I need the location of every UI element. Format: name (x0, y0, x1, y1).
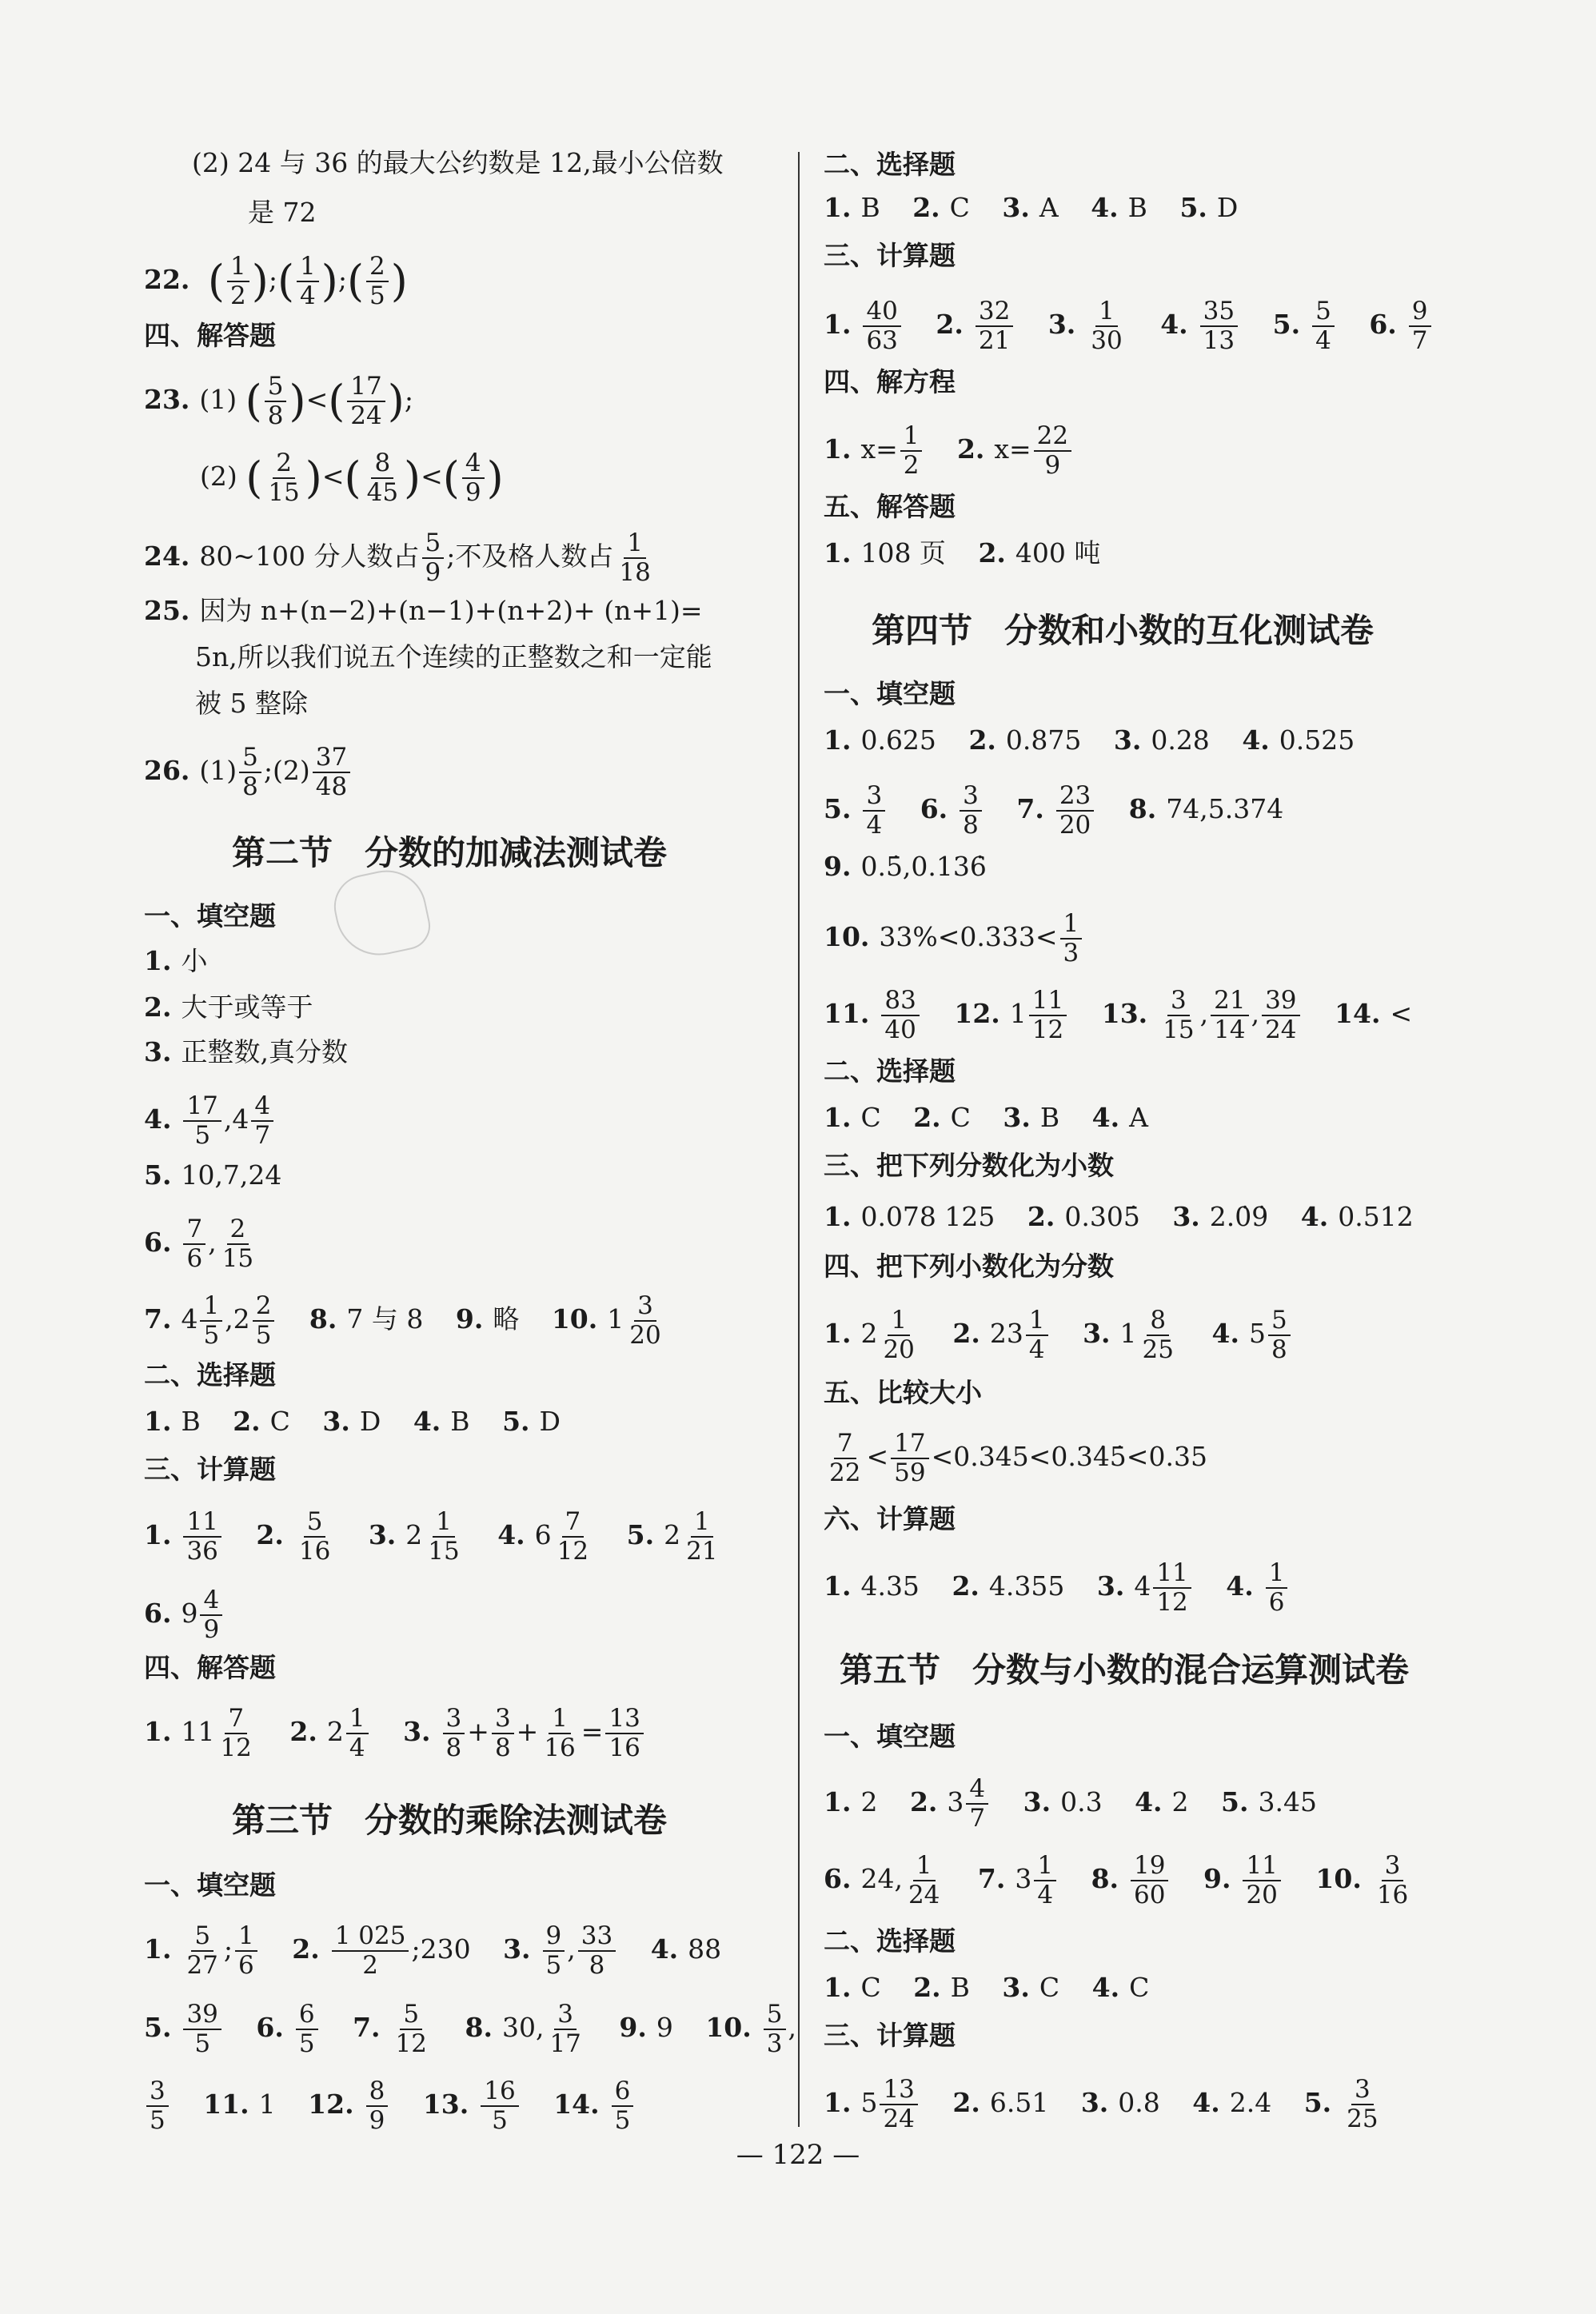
fraction: $\frac{9}{7}$ (1409, 299, 1431, 353)
section-title-5: 第五节 分数与小数的混合运算测试卷 (840, 1650, 1410, 1690)
fraction: $\frac{13}{16}$ (605, 1706, 643, 1761)
fraction: $\frac{1}{24}$ (908, 1851, 940, 1909)
heading-fill-blank: 一、填空题 (144, 900, 276, 932)
s2-a4: 4. $\frac{17}{5}$ ,4 $\frac{4}{7}$ (144, 1094, 276, 1148)
s5-row1: 1. 2 2. 3 $\frac{4}{7}$ 3. 0.3 4. 2 5. 3.45 (824, 1774, 1317, 1833)
heading-to-decimal: 三、把下列分数化为小数 (824, 1150, 1114, 1181)
fraction: $\frac{5}{8}$ (265, 374, 287, 429)
fraction: $\frac{21}{14}$ (1211, 988, 1248, 1043)
s4-to-fraction: 1. 2 $\frac{1}{20}$ 2. 23 $\frac{1}{4}$ 3. 1 $\frac{8}{25}$ 4. 5 $\frac{5}{8}$ (824, 1308, 1293, 1362)
s5-row2: 6. 24, $\frac{1}{24}$ 7. 3 $\frac{1}{4}$ 8. $\frac{19}{60}$ 9. $\frac{11}{20}$ 10. $\frac{3}{16}$ (824, 1853, 1414, 1908)
q25-line3: 被 5 整除 (195, 688, 308, 719)
heading-fill-blank-3: 一、填空题 (144, 1869, 276, 1901)
fraction: $\frac{1}{15}$ (428, 1507, 460, 1566)
fraction: $\frac{1}{30}$ (1091, 297, 1123, 355)
q24-answer: 24. 80~100 分人数占 $\frac{5}{9}$ ;不及格人数占 $\frac{1}{18}$ (144, 531, 656, 585)
fraction: $\frac{8}{9}$ (366, 2079, 389, 2133)
fraction: $\frac{5}{12}$ (395, 2000, 427, 2058)
heading-calc-5: 三、计算题 (824, 2020, 956, 2051)
fraction: $\frac{7}{22}$ (829, 1429, 861, 1487)
fraction: $\frac{3}{8}$ (443, 1706, 465, 1761)
fraction: $\frac{3}{17}$ (549, 2000, 581, 2058)
q22-number: 22. (144, 264, 190, 295)
fraction: $\frac{40}{63}$ (863, 299, 900, 353)
fraction: $\frac{22}{9}$ (1034, 424, 1071, 478)
fraction: $\frac{1}{16}$ (544, 1704, 576, 1762)
s4-row4: 10. 33%<0.333< $\frac{1}{3}$ (824, 912, 1084, 966)
heading-calc: 三、计算题 (144, 1454, 276, 1485)
heading-choice: 二、选择题 (144, 1359, 276, 1390)
fraction: $\frac{3}{16}$ (1376, 1851, 1409, 1909)
s4-choice: 1. C 2. C 3. B 4. A (824, 1102, 1148, 1133)
s4-to-decimal: 1. 0.078 125 2. 0.305̇ 3. 2.0̇9̇ 4. 0.512 (824, 1201, 1414, 1232)
s4-row5: 11. $\frac{83}{40}$ 12. 1 $\frac{11}{12}$ 13. $\frac{3}{15}$ , $\frac{21}{14}$ , $\frac{39}{24}$ 14. < (824, 986, 1413, 1044)
fraction: $\frac{17}{24}$ (347, 374, 385, 429)
q23-part2: (2) ( $\frac{2}{15}$ )<( $\frac{8}{45}$ )<( $\frac{4}{9}$ ) (200, 449, 504, 507)
fraction: $\frac{5}{8}$ (1268, 1308, 1291, 1362)
r-answers: 1. 108 页 2. 400 吨 (824, 537, 1101, 569)
fraction: $\frac{4}{9}$ (200, 1588, 222, 1642)
fraction: $\frac{6}{5}$ (296, 2002, 318, 2057)
section-title-3: 第三节 分数的乘除法测试卷 (232, 1801, 668, 1840)
fraction: $\frac{1}{5}$ (200, 1294, 222, 1348)
fraction: $\frac{2}{5}$ (253, 1294, 275, 1348)
fraction: $\frac{19}{60}$ (1131, 1853, 1168, 1908)
fraction: $\frac{2}{5}$ (366, 254, 389, 309)
column-divider (798, 152, 800, 2127)
section-heading-answers: 四、解答题 (144, 320, 276, 351)
fraction: $\frac{13}{24}$ (880, 2077, 917, 2132)
heading-compare: 五、比较大小 (824, 1377, 982, 1408)
s2-calc-answers: 1. $\frac{11}{36}$ 2. $\frac{5}{16}$ 3. 2 $\frac{1}{15}$ 4. 6 $\frac{7}{12}$ 5. 2 $\frac{1}{21}$ (144, 1510, 724, 1564)
heading-to-fraction: 四、把下列小数化为分数 (824, 1251, 1114, 1282)
fraction: $\frac{7}{12}$ (220, 1704, 252, 1762)
fraction: $\frac{5}{3}$ (764, 2002, 786, 2057)
page-number: — 122 — (736, 2139, 860, 2171)
fraction: $\frac{8}{25}$ (1142, 1306, 1174, 1364)
fraction: $\frac{5}{9}$ (422, 531, 445, 585)
s2-answer-row: 1. 11 $\frac{7}{12}$ 2. 2 $\frac{1}{4}$ 3. $\frac{3}{8}$ + $\frac{3}{8}$ + $\frac{1}{16}$ = $\frac{13}{16}$ (144, 1706, 646, 1761)
q21-part2-line1: (2) 24 与 36 的最大公约数是 12,最小公倍数 (192, 147, 724, 178)
fraction: $\frac{1}{4}$ (1026, 1308, 1048, 1362)
fraction: $\frac{1}{4}$ (346, 1706, 369, 1761)
fraction: $\frac{23}{20}$ (1056, 784, 1094, 838)
s2-a6: 6. $\frac{7}{6}$ , $\frac{2}{15}$ (144, 1217, 259, 1271)
r-choice-answers: 1. B 2. C 3. A 4. B 5. D (824, 192, 1239, 223)
fraction: $\frac{1}{4}$ (297, 254, 319, 309)
s4-calc: 1. 4.35 2. 4.355 3. 4 $\frac{11}{12}$ 4. $\frac{1}{6}$ (824, 1561, 1290, 1615)
library-stamp-mark (328, 863, 434, 963)
fraction: $\frac{3}{8}$ (960, 784, 982, 838)
fraction: $\frac{7}{6}$ (183, 1217, 205, 1271)
q23-part1: 23. (1) ( $\frac{5}{8}$ )<( $\frac{17}{24}$ ); (144, 372, 413, 430)
fraction: $\frac{11}{12}$ (1153, 1561, 1191, 1615)
fraction: $\frac{1}{2}$ (900, 424, 923, 478)
heading-equations: 四、解方程 (824, 366, 956, 397)
fraction: $\frac{1}{2}$ (227, 254, 249, 309)
fraction: $\frac{3}{8}$ (492, 1706, 514, 1761)
heading-choice-5: 二、选择题 (824, 1925, 956, 1957)
fraction: $\frac{2}{15}$ (221, 1215, 254, 1273)
q25-line1: 25. 因为 n+(n−2)+(n−1)+(n+2)+ (n+1)= (144, 595, 703, 626)
q25-line2: 5n,所以我们说五个连续的正整数之和一定能 (195, 641, 712, 672)
fraction: $\frac{17}{59}$ (891, 1431, 928, 1486)
s2-choice-answers: 1. B 2. C 3. D 4. B 5. D (144, 1406, 561, 1437)
fraction: $\frac{16}{5}$ (481, 2079, 518, 2133)
fraction: $\frac{33}{8}$ (578, 1924, 616, 1978)
s2-a5: 5. 10,7,24 (144, 1159, 282, 1191)
fraction: $\frac{39}{24}$ (1262, 988, 1299, 1043)
s4-compare: $\frac{7}{22}$ < $\frac{17}{59}$ <0.345<0.34̇5̇<0.35 (824, 1431, 1207, 1486)
fraction: $\frac{4}{9}$ (462, 451, 485, 505)
heading-choice-r: 二、选择题 (824, 149, 956, 180)
fraction: $\frac{17}{5}$ (183, 1094, 221, 1148)
heading-fill-blank-4: 一、填空题 (824, 678, 956, 709)
r-equations: 1. x= $\frac{1}{2}$ 2. x= $\frac{22}{9}$ (824, 424, 1074, 478)
section-title-2: 第二节 分数的加减法测试卷 (232, 833, 668, 872)
fraction: $\frac{6}{5}$ (612, 2079, 634, 2133)
fraction: $\frac{11}{12}$ (1029, 988, 1067, 1043)
heading-choice-4: 二、选择题 (824, 1055, 956, 1087)
s2-a7-a10: 7. 4 $\frac{1}{5}$ ,2 $\frac{2}{5}$ 8. 7 与 8 9. 略 10. 1 $\frac{3}{20}$ (144, 1294, 667, 1348)
fraction: $\frac{37}{48}$ (313, 745, 350, 800)
fraction: $\frac{2}{15}$ (268, 449, 300, 507)
s3-row1: 1. $\frac{5}{27}$ ; $\frac{1}{6}$ 2. $\frac{1 025}{2}$ ;230 3. $\frac{9}{5}$ , $\frac{33}{8}$ 4. 88 (144, 1921, 722, 1980)
fraction: $\frac{1}{6}$ (1266, 1561, 1288, 1615)
fraction: $\frac{32}{21}$ (976, 299, 1013, 353)
fraction: $\frac{35}{13}$ (1200, 299, 1238, 353)
fraction: $\frac{3}{20}$ (629, 1291, 661, 1350)
heading-fill-blank-5: 一、填空题 (824, 1721, 956, 1752)
fraction: $\frac{3}{15}$ (1163, 986, 1195, 1044)
fraction: $\frac{83}{40}$ (881, 988, 919, 1043)
s2-calc-6: 6. 9 $\frac{4}{9}$ (144, 1588, 225, 1642)
fraction: $\frac{5}{8}$ (239, 745, 261, 800)
s3-row3: $\frac{3}{5}$ 11. 1 12. $\frac{8}{9}$ 13. $\frac{16}{5}$ 14. $\frac{6}{5}$ (144, 2079, 636, 2133)
fraction: $\frac{3}{25}$ (1347, 2075, 1379, 2133)
s4-row1: 1. 0.625 2. 0.875 3. 0.28 4. 0.525 (824, 724, 1355, 756)
s4-row2: 5. $\frac{3}{4}$ 6. $\frac{3}{8}$ 7. $\frac{23}{20}$ 8. 74,5.374̇ (824, 781, 1284, 840)
fraction: $\frac{5}{4}$ (1312, 299, 1335, 353)
fraction: $\frac{9}{5}$ (543, 1924, 565, 1978)
q22-answer: 22. ( $\frac{1}{2}$ );( $\frac{1}{4}$ );( $\frac{2}{5}$ ) (144, 252, 408, 310)
s3-row2: 5. $\frac{39}{5}$ 6. $\frac{6}{5}$ 7. $\frac{5}{12}$ 8. 30, $\frac{3}{17}$ 9. 9 10. $\frac{5}{3}$ , (144, 2000, 796, 2058)
fraction: $\frac{1}{3}$ (1060, 912, 1083, 966)
heading-calc-4: 六、计算题 (824, 1503, 956, 1534)
r-calc-answers: 1. $\frac{40}{63}$ 2. $\frac{32}{21}$ 3. $\frac{1}{30}$ 4. $\frac{35}{13}$ 5. $\frac{5}{4}$ 6. $\frac{9}{7}$ (824, 299, 1434, 353)
section-title-4: 第四节 分数和小数的互化测试卷 (872, 611, 1375, 650)
s4-row3: 9. 0.5̇,0.136̇ (824, 851, 987, 882)
q26-answer: 26. (1) $\frac{5}{8}$ ;(2) $\frac{37}{48}$ (144, 745, 353, 800)
fraction: $\frac{4}{7}$ (251, 1094, 273, 1148)
fraction: $\frac{5}{27}$ (186, 1921, 218, 1980)
fraction: $\frac{1}{6}$ (235, 1924, 257, 1978)
fraction: $\frac{5}{16}$ (298, 1507, 331, 1566)
fraction: $\frac{1}{21}$ (686, 1507, 718, 1566)
s2-a3: 3. 正整数,真分数 (144, 1036, 348, 1067)
s5-calc: 1. 5 $\frac{13}{24}$ 2. 6.51 3. 0.8 4. 2.4 5. $\frac{3}{25}$ (824, 2077, 1384, 2132)
fraction: $\frac{1}{4}$ (1034, 1853, 1056, 1908)
s5-choice: 1. C 2. B 3. C 4. C (824, 1972, 1150, 2003)
q21-part2-line2: 是 72 (248, 197, 317, 228)
fraction: $\frac{11}{20}$ (1243, 1853, 1280, 1908)
s2-a1: 1. 小 (144, 945, 208, 976)
fraction: $\frac{8}{45}$ (366, 449, 399, 507)
fraction: $\frac{1}{18}$ (619, 529, 651, 587)
heading-answers-2: 四、解答题 (144, 1652, 276, 1683)
fraction: $\frac{11}{36}$ (183, 1510, 221, 1564)
fraction: $\frac{3}{5}$ (146, 2079, 169, 2133)
fraction: $\frac{1 025}{2}$ (332, 1924, 409, 1978)
fraction: $\frac{7}{12}$ (557, 1507, 589, 1566)
fraction: $\frac{4}{7}$ (966, 1777, 988, 1831)
heading-answers-r: 五、解答题 (824, 491, 956, 522)
heading-calc-r: 三、计算题 (824, 240, 956, 271)
fraction: $\frac{39}{5}$ (183, 2002, 221, 2057)
bleed-through-marks (1479, 240, 1559, 1839)
fraction: $\frac{1}{20}$ (883, 1306, 915, 1364)
s2-a2: 2. 大于或等于 (144, 991, 313, 1023)
fraction: $\frac{3}{4}$ (863, 784, 885, 838)
